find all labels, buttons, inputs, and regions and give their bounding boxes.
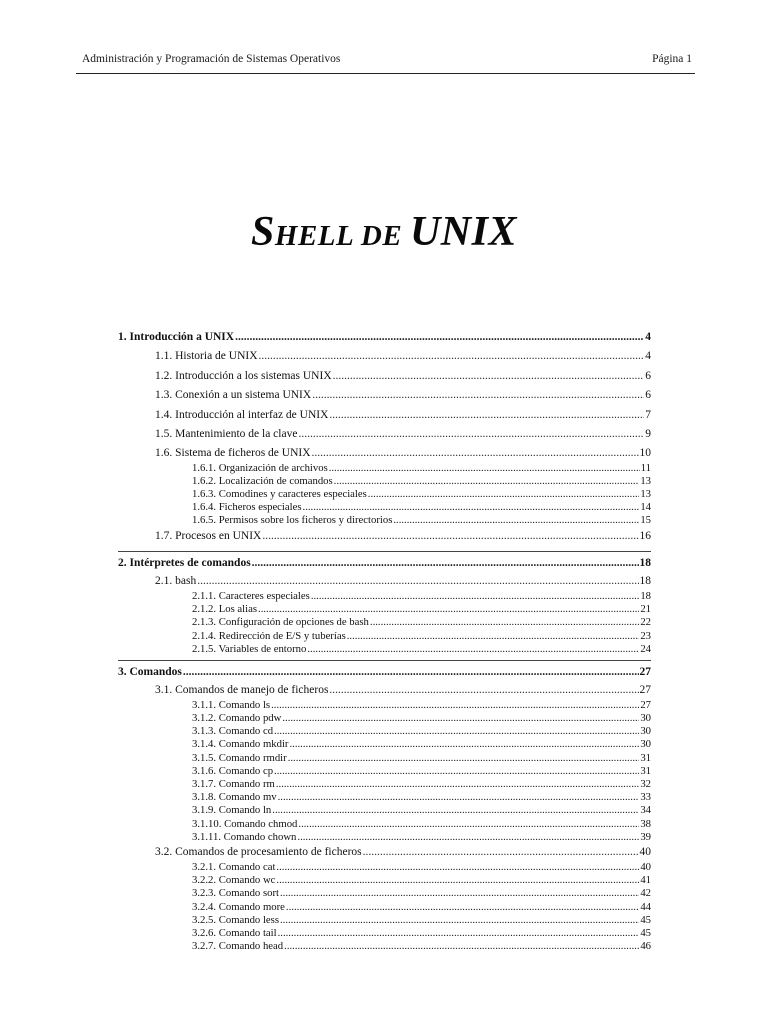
toc-entry[interactable]: [118, 573, 651, 590]
toc-leader-dots: [276, 778, 639, 791]
toc-leader-dots: [259, 347, 645, 367]
toc-entry-label: 1.2. Introducción a los sistemas UNIX: [155, 369, 332, 382]
toc-entry-page: 30: [640, 712, 651, 725]
toc-entry-page: 27: [639, 665, 651, 678]
toc-entry[interactable]: [118, 551, 651, 573]
toc-entry-label: 3.2.7. Comando head: [192, 940, 284, 953]
toc-entry-label: 3.1.2. Comando pdw: [192, 712, 282, 725]
toc-entry-label: 3.2.5. Comando less: [192, 913, 279, 926]
toc-entry[interactable]: [118, 643, 651, 656]
toc-entry-label: 3.1.1. Comando ls: [192, 698, 271, 711]
toc-entry[interactable]: [118, 488, 651, 501]
toc-entry[interactable]: [118, 791, 651, 804]
toc-entry[interactable]: [118, 887, 651, 900]
toc-entry-label: 3.1.9. Comando ln: [192, 804, 272, 817]
toc-leader-dots: [298, 818, 639, 831]
toc-entry-label: 1.4. Introducción al interfaz de UNIX: [155, 408, 329, 421]
toc-entry-page: 31: [640, 764, 651, 777]
toc-entry-label: 1.6. Sistema de ficheros de UNIX: [155, 446, 311, 459]
toc-entry-label: 1.5. Mantenimiento de la clave: [155, 428, 298, 440]
toc-leader-dots: [333, 367, 645, 387]
toc-entry-page: 18: [640, 589, 651, 602]
header-divider: [76, 73, 695, 74]
toc-leader-dots: [329, 682, 638, 699]
toc-entry[interactable]: [118, 818, 651, 831]
toc-entry[interactable]: [118, 501, 651, 514]
toc-entry-label: 3.1.7. Comando rm: [192, 778, 275, 790]
toc-entry-label: 3.2.4. Comando more: [192, 900, 285, 913]
toc-entry-page: 44: [640, 900, 651, 913]
toc-leader-dots: [262, 527, 638, 547]
toc-entry-page: 23: [640, 629, 651, 642]
toc-entry-page: 18: [639, 556, 651, 569]
toc-entry[interactable]: [118, 914, 651, 927]
toc-leader-dots: [278, 791, 640, 804]
table-of-contents: [118, 328, 651, 953]
toc-entry-page: 31: [640, 751, 651, 764]
toc-entry-page: 27: [640, 698, 651, 711]
toc-entry-page: 46: [640, 940, 651, 953]
toc-entry[interactable]: [118, 712, 651, 725]
toc-leader-dots: [271, 699, 639, 712]
toc-leader-dots: [197, 573, 638, 590]
toc-entry[interactable]: [118, 406, 651, 426]
toc-entry-label: 1.1. Historia de UNIX: [155, 350, 258, 362]
toc-leader-dots: [289, 738, 639, 751]
toc-entry[interactable]: [118, 874, 651, 887]
toc-entry-label: 2.1.3. Configuración de opciones de bash: [192, 616, 369, 629]
toc-entry[interactable]: [118, 630, 651, 643]
toc-entry-label: 2. Intérpretes de comandos: [118, 556, 251, 569]
toc-entry-page: 40: [639, 845, 651, 858]
title-unix: UNIX: [409, 209, 517, 255]
toc-leader-dots: [280, 914, 639, 927]
toc-entry-label: 1.6.2. Localización de comandos: [192, 474, 333, 487]
toc-entry-page: 45: [640, 913, 651, 926]
toc-entry[interactable]: [118, 347, 651, 367]
toc-entry[interactable]: [118, 778, 651, 791]
toc-entry-label: 1.6.3. Comodines y caracteres especiales: [192, 487, 367, 500]
toc-leader-dots: [312, 386, 644, 406]
toc-entry[interactable]: [118, 901, 651, 914]
document-title: Administración y Programación de Sistemas Operativos: [82, 53, 341, 65]
toc-entry-page: 4: [645, 331, 651, 343]
toc-entry[interactable]: [118, 940, 651, 953]
toc-entry[interactable]: [118, 699, 651, 712]
toc-leader-dots: [258, 603, 639, 616]
title-initial: S: [251, 209, 275, 255]
toc-entry-label: 3.2.6. Comando tail: [192, 926, 277, 939]
toc-entry[interactable]: [118, 328, 651, 347]
toc-entry[interactable]: [118, 616, 651, 629]
toc-entry[interactable]: [118, 752, 651, 765]
toc-entry-page: 13: [640, 474, 651, 487]
page-number: Página 1: [652, 53, 692, 65]
toc-leader-dots: [284, 940, 639, 953]
toc-entry-label: 2.1. bash: [155, 574, 197, 587]
toc-entry-label: 3.2.3. Comando sort: [192, 887, 279, 900]
toc-entry-label: 3.1.4. Comando mkdir: [192, 738, 289, 751]
toc-entry-label: 1.3. Conexión a un sistema UNIX: [155, 389, 312, 401]
toc-entry-page: 24: [640, 642, 651, 655]
toc-entry-page: 40: [640, 860, 651, 873]
page-header: [82, 53, 692, 65]
toc-leader-dots: [286, 901, 639, 914]
toc-entry-page: 6: [645, 369, 651, 382]
toc-entry[interactable]: [118, 367, 651, 387]
toc-leader-dots: [278, 927, 640, 940]
toc-leader-dots: [274, 765, 639, 778]
toc-entry-label: 1.7. Procesos en UNIX: [155, 530, 262, 543]
toc-entry-label: 2.1.1. Caracteres especiales: [192, 589, 310, 602]
toc-entry[interactable]: [118, 765, 651, 778]
toc-leader-dots: [393, 514, 639, 527]
toc-entry-label: 3. Comandos: [118, 665, 182, 678]
toc-leader-dots: [288, 752, 640, 765]
toc-leader-dots: [329, 462, 640, 475]
toc-entry-label: 3.1.10. Comando chmod: [192, 817, 298, 830]
toc-entry-page: 14: [640, 501, 651, 514]
toc-leader-dots: [297, 831, 639, 844]
toc-entry-page: 10: [639, 446, 651, 459]
toc-entry[interactable]: [118, 445, 651, 462]
toc-entry-page: 13: [640, 487, 651, 500]
toc-entry-page: 45: [640, 926, 651, 939]
toc-entry-page: 4: [645, 350, 651, 362]
toc-leader-dots: [334, 475, 640, 488]
toc-leader-dots: [363, 844, 639, 861]
toc-entry-label: 1.6.1. Organización de archivos: [192, 461, 328, 474]
toc-entry-page: 6: [645, 389, 651, 401]
toc-entry-page: 11: [640, 461, 651, 474]
toc-entry-label: 1.6.5. Permisos sobre los ficheros y directorios: [192, 514, 393, 527]
toc-entry-label: 3.2. Comandos de procesamiento de ficheros: [155, 845, 362, 858]
toc-entry[interactable]: [118, 475, 651, 488]
toc-entry[interactable]: [118, 927, 651, 940]
toc-entry-label: 2.1.2. Los alias: [192, 603, 258, 616]
toc-entry[interactable]: [118, 527, 651, 547]
toc-leader-dots: [298, 425, 644, 445]
toc-leader-dots: [303, 501, 640, 514]
toc-entry-label: 3.1.3. Comando cd: [192, 725, 274, 738]
toc-entry-page: 9: [645, 428, 651, 440]
toc-entry-page: 7: [645, 408, 651, 421]
toc-entry-page: 21: [640, 603, 651, 616]
toc-entry-page: 15: [640, 514, 651, 527]
toc-entry-label: 3.2.1. Comando cat: [192, 860, 276, 873]
toc-leader-dots: [252, 554, 639, 573]
toc-entry[interactable]: [118, 514, 651, 527]
toc-entry-page: 33: [640, 791, 651, 804]
toc-entry-page: 32: [640, 778, 651, 790]
toc-entry-label: 3.2.2. Comando wc: [192, 874, 276, 887]
toc-entry[interactable]: [118, 738, 651, 751]
toc-entry-page: 16: [639, 530, 651, 543]
toc-entry-page: 41: [640, 874, 651, 887]
toc-entry[interactable]: [118, 682, 651, 699]
toc-leader-dots: [347, 630, 640, 643]
toc-entry-label: 3.1.6. Comando cp: [192, 764, 274, 777]
toc-leader-dots: [274, 725, 639, 738]
toc-entry-label: 3.1.5. Comando rmdir: [192, 751, 287, 764]
toc-leader-dots: [282, 712, 639, 725]
toc-entry-page: 42: [640, 887, 651, 900]
toc-entry[interactable]: [118, 462, 651, 475]
chapter-title: [0, 208, 768, 256]
toc-entry[interactable]: [118, 804, 651, 817]
toc-entry-page: 38: [640, 817, 651, 830]
toc-entry[interactable]: [118, 590, 651, 603]
toc-leader-dots: [272, 804, 639, 817]
toc-entry-label: 3.1.11. Comando chown: [192, 830, 297, 843]
title-rest: HELL DE: [274, 220, 410, 252]
toc-entry-page: 39: [640, 830, 651, 843]
toc-entry[interactable]: [118, 844, 651, 861]
toc-entry[interactable]: [118, 861, 651, 874]
toc-leader-dots: [276, 861, 639, 874]
toc-entry-page: 30: [640, 725, 651, 738]
toc-entry-page: 27: [639, 683, 651, 696]
toc-entry[interactable]: [118, 660, 651, 682]
toc-entry-label: 1.6.4. Ficheros especiales: [192, 501, 302, 514]
toc-entry-page: 18: [639, 574, 651, 587]
toc-entry-page: 34: [640, 804, 651, 817]
toc-leader-dots: [276, 874, 639, 887]
toc-leader-dots: [183, 663, 639, 682]
toc-leader-dots: [312, 445, 639, 462]
toc-entry-label: 2.1.5. Variables de entorno: [192, 642, 307, 655]
toc-entry-label: 3.1.8. Comando mv: [192, 791, 277, 804]
toc-entry[interactable]: [118, 831, 651, 844]
toc-leader-dots: [368, 488, 640, 501]
toc-entry-label: 3.1. Comandos de manejo de ficheros: [155, 683, 329, 696]
toc-entry-label: 1. Introducción a UNIX: [118, 331, 235, 343]
toc-entry[interactable]: [118, 725, 651, 738]
toc-entry[interactable]: [118, 603, 651, 616]
toc-entry-page: 22: [640, 616, 651, 629]
toc-leader-dots: [329, 406, 644, 426]
toc-leader-dots: [280, 887, 639, 900]
toc-leader-dots: [370, 616, 639, 629]
toc-entry-label: 2.1.4. Redirección de E/S y tuberías: [192, 629, 346, 642]
toc-entry[interactable]: [118, 425, 651, 445]
toc-leader-dots: [311, 590, 640, 603]
toc-entry-page: 30: [640, 738, 651, 751]
toc-leader-dots: [235, 328, 644, 347]
toc-entry[interactable]: [118, 386, 651, 406]
toc-leader-dots: [307, 643, 639, 656]
